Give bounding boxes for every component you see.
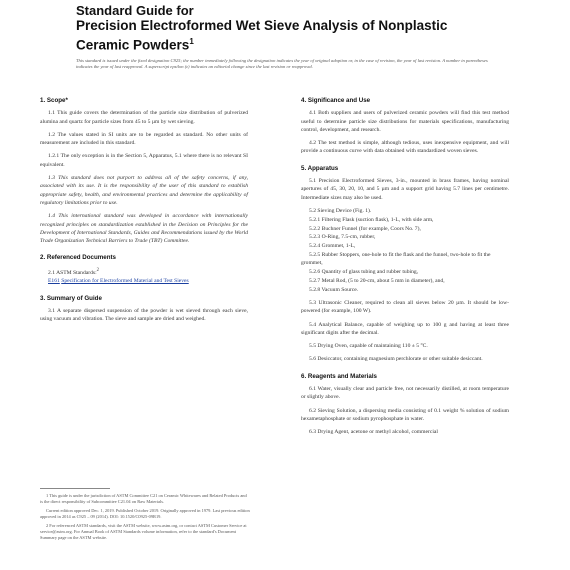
reference-title-link[interactable]: Specification for Electroformed Material and Test Sieves — [61, 278, 189, 285]
footnote-1-edition: Current edition approved Dec. 1, 2019. Published October 2019. Originally approved in 1979. Last previous edition approved in 2014 as C925 – 09 (2014). DOI: 10.1520/C0925-09R19. — [40, 508, 250, 519]
section-reagents-heading: 6. Reagents and Materials — [301, 372, 377, 380]
footnote-1: 1 This guide is under the jurisdiction of ASTM Committee C21 on Ceramic Whitewares and Related Products and is the direct responsibility of Subcommittee C21.04 on Raw Materials. — [40, 493, 247, 504]
footnotes — [40, 488, 250, 544]
section-scope-heading: 1. Scope* — [40, 97, 68, 104]
scope-paragraph-1-2: 1.2 The values stated in SI units are to be regarded as standard. No other units of measurement are included in this standard. — [40, 131, 248, 147]
left-column — [40, 97, 248, 329]
designation-intro: This standard is issued under the fixed designation C925; the number immediately following the designation indicates the year of original adoption or, in the case of revision, the year of last revision. A number in parentheses indicates the year of last reapproval. A superscript epsilon (ε) indicates an editorial change since the last revision or reapproval. — [76, 58, 488, 70]
section-apparatus-heading: 5. Apparatus — [301, 164, 339, 172]
apparatus-item: 5.2.1 Filtering Flask (suction flask), 1-L, with side arm, — [309, 216, 434, 223]
reagents-paragraph-6-3: 6.3 Drying Agent, acetone or methyl alcohol, commercial — [309, 429, 438, 436]
footnote-2: 2 For referenced ASTM standards, visit the ASTM website, www.astm.org, or contact ASTM Customer Service at service@astm.org. For Annual Book of ASTM Standards volume information, refer to the standard's Document Summary page on the ASTM website. — [40, 523, 247, 540]
document-title-text: Ceramic Powders — [76, 37, 190, 53]
right-column — [301, 97, 509, 442]
apparatus-paragraph-5-4: 5.4 Analytical Balance, capable of weighing up to 100 g and having at least three significant digits after the decimal. — [301, 321, 509, 336]
apparatus-paragraph-5-3: 5.3 Ultrasonic Cleaner, required to clean all sieves below 20 µm. It should be low-powered (for example, 100 W). — [301, 299, 509, 315]
scope-paragraph-1-3: 1.3 This standard does not purport to address all of the safety concerns, if any, associated with its use. It is the responsibility of the user of this standard to establish appropriate safety, health, and environmental practices and determine the applicability of regulatory limitations prior to use. — [40, 175, 248, 206]
footnote-2-marker: 2 — [96, 267, 99, 273]
apparatus-paragraph-5-5: 5.5 Drying Oven, capable of maintaining 110 ± 5 °C. — [309, 343, 428, 350]
scope-paragraph-1-4: 1.4 This international standard was developed in accordance with internationally recognized principles on standardization established in the Decision on Principles for the Development of International Standards, Guides and Recommendations issued by the World Trade Organization Technical Barriers to Trade (TBT) Committee. — [40, 213, 248, 245]
apparatus-paragraph-5-6: 5.6 Desiccator, containing magnesium perchlorate or other suitable desiccant. — [309, 356, 483, 363]
summary-paragraph-3-1: 3.1 A separate dispersed suspension of the powder is wet sieved through each sieve, using vacuum and vibration. The sieve and sample are dried and weighed. — [40, 308, 248, 323]
apparatus-item: 5.2.4 Grommet, 1-L, — [309, 243, 356, 250]
reagents-paragraph-6-1: 6.1 Water, visually clear and particle free, not necessarily distilled, at room temperature or slightly above. — [301, 386, 509, 401]
apparatus-paragraph-5-1: 5.1 Precision Electroformed Sieves, 3-in., mounted in brass frames, having nominal apertures of 45, 30, 20, 10, and 5 µm and a support grid having 5.7 lines per centimetre. Intermediate sizes may also be used. — [301, 178, 509, 201]
document-designation: Standard Guide for — [76, 3, 194, 18]
apparatus-paragraph-5-2: 5.2 Sieving Device (Fig. 1). — [309, 207, 372, 214]
document-title-line-2 — [76, 34, 516, 54]
section-summary-heading: 3. Summary of Guide — [40, 294, 102, 302]
significance-paragraph-4-2: 4.2 The test method is simple, although tedious, uses inexpensive equipment, and will provide a continuous curve with data obtained with standardized woven sieves. — [301, 140, 509, 155]
apparatus-item: 5.2.6 Quantity of glass tubing and rubber tubing, — [309, 269, 419, 276]
significance-paragraph-4-1: 4.1 Both suppliers and users of pulverized ceramic powders will find this test method useful to determine particle size distributions for materials specifications, manufacturing control, development, and research. — [301, 110, 509, 133]
section-referenced-documents-heading: 2. Referenced Documents — [40, 254, 116, 262]
reference-code-link[interactable]: E161 — [48, 278, 60, 285]
reference-entry-e161[interactable] — [40, 277, 248, 285]
astm-standards-label: 2.1 ASTM Standards: — [48, 269, 97, 276]
title-footnote-marker: 1 — [189, 37, 194, 46]
scope-paragraph-1-1: 1.1 This guide covers the determination of the particle size distribution of pulverized alumina and quartz for particle sizes from 45 to 5 µm by wet sieving. — [40, 110, 248, 125]
apparatus-item: 5.2.7 Metal Rod, (5 to 20-cm, about 5 mm in diameter), and, — [309, 277, 445, 284]
document-title-line-1: Precision Electroformed Wet Sieve Analysis of Nonplastic — [76, 18, 448, 33]
footnote-divider — [40, 488, 110, 489]
apparatus-item: 5.2.5 Rubber Stoppers, one-hole to fit the flask and the funnel, two-hole to fit the grommet, — [301, 251, 491, 267]
apparatus-item: 5.2.3 O-Ring, 7.5-cm, rubber, — [309, 234, 376, 241]
reagents-paragraph-6-2: 6.2 Sieving Solution, a dispersing media consisting of 0.1 weight % solution of sodium hexametaphosphate or sodium pyrophosphate in water. — [301, 407, 509, 422]
apparatus-item: 5.2.8 Vacuum Source. — [309, 286, 359, 293]
referenced-documents-paragraph — [40, 267, 248, 277]
apparatus-item: 5.2.2 Buchner Funnel (for example, Coors No. 7), — [309, 225, 421, 232]
document-header — [76, 3, 516, 54]
section-significance-heading: 4. Significance and Use — [301, 97, 371, 104]
scope-paragraph-1-2-1: 1.2.1 The only exception is in the Section 5, Apparatus, 5.1 where there is no relevant SI equivalent. — [40, 153, 248, 168]
